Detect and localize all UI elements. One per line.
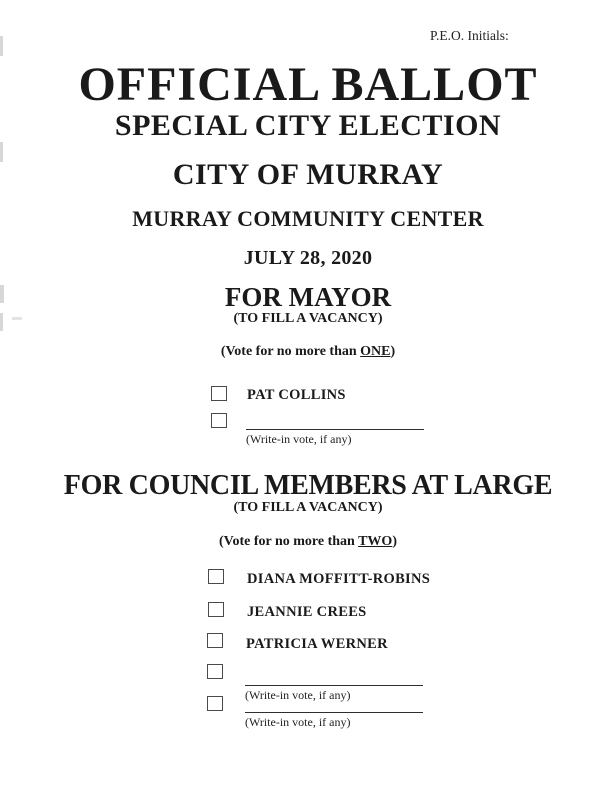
write-in-caption: (Write-in vote, if any) [245, 688, 351, 702]
vote-limit-instruction-mayor [0, 345, 616, 359]
contest-title-mayor: FOR MAYOR [224, 282, 392, 312]
write-in-checkbox-council-1[interactable] [207, 664, 223, 679]
contest-title-council: FOR COUNCIL MEMBERS AT LARGE [63, 470, 553, 501]
candidate-checkbox-pat-collins[interactable] [211, 386, 227, 401]
candidate-checkbox-patricia-werner[interactable] [207, 633, 223, 648]
election-date: JULY 28, 2020 [243, 247, 373, 269]
instruction-limit: TWO [358, 534, 393, 549]
polling-place: MURRAY COMMUNITY CENTER [132, 206, 484, 231]
candidate-checkbox-jeannie-crees[interactable] [208, 602, 224, 617]
instruction-suffix: ) [392, 534, 397, 549]
scan-artifact [0, 36, 3, 56]
ballot-title: OFFICIAL BALLOT [78, 58, 538, 111]
write-in-checkbox-mayor[interactable] [211, 413, 227, 428]
instruction-prefix: (Vote for no more than [220, 344, 361, 359]
candidate-name: JEANNIE CREES [247, 604, 367, 620]
candidate-name: PAT COLLINS [247, 387, 346, 403]
vote-limit-instruction-council [0, 535, 616, 549]
candidate-name: PATRICIA WERNER [246, 636, 388, 652]
jurisdiction-name: CITY OF MURRAY [172, 158, 444, 191]
write-in-line-council-1[interactable] [245, 685, 423, 686]
instruction-prefix: (Vote for no more than [219, 534, 359, 549]
candidate-name: DIANA MOFFITT-ROBINS [247, 571, 431, 587]
write-in-line-council-2[interactable] [245, 712, 423, 713]
contest-note-mayor: (TO FILL A VACANCY) [233, 311, 383, 326]
candidate-checkbox-diana-moffitt-robins[interactable] [208, 569, 224, 584]
election-name: SPECIAL CITY ELECTION [114, 109, 502, 142]
write-in-checkbox-council-2[interactable] [207, 696, 223, 711]
contest-note-council: (TO FILL A VACANCY) [233, 500, 383, 515]
instruction-suffix: ) [390, 344, 396, 359]
instruction-limit: ONE [360, 344, 391, 359]
scan-artifact [0, 142, 3, 162]
write-in-line-mayor[interactable] [246, 429, 424, 430]
write-in-caption: (Write-in vote, if any) [246, 432, 352, 446]
peo-initials-label: P.E.O. Initials: [430, 28, 509, 43]
write-in-caption: (Write-in vote, if any) [245, 715, 351, 729]
